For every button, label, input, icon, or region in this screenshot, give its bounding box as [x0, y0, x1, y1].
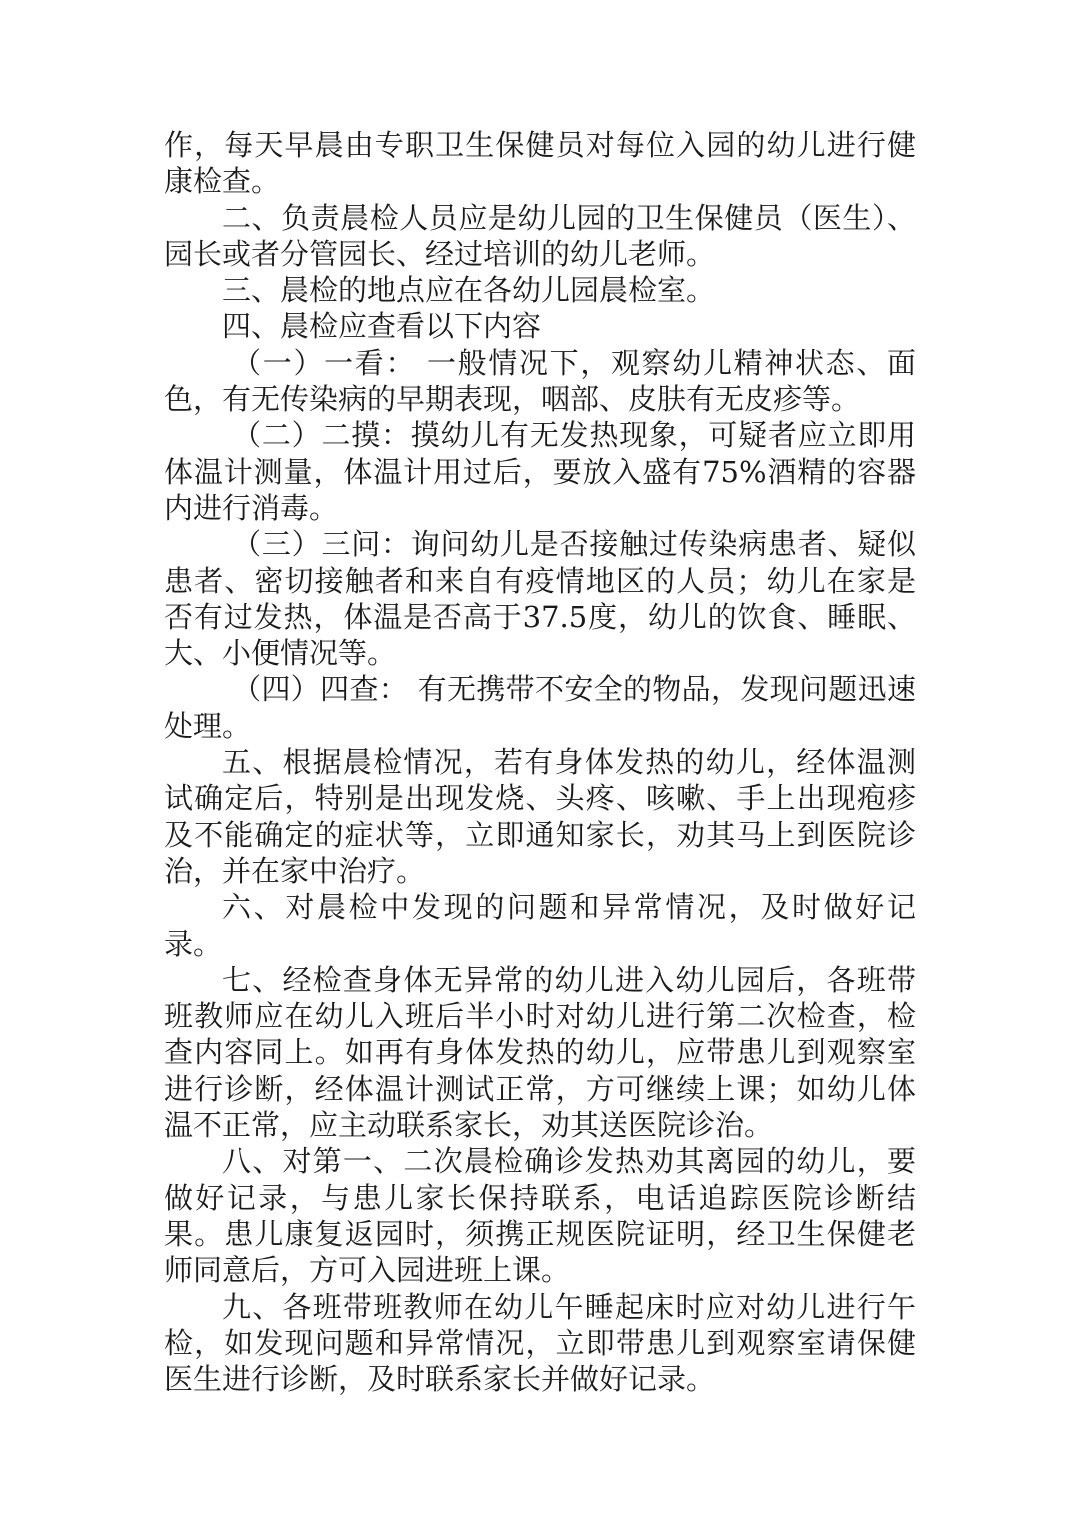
- paragraph-subitem-1: （一）一看： 一般情况下，观察幼儿精神状态、面色，有无传染病的早期表现，咽部、皮肤有无皮疹等。: [164, 345, 916, 417]
- paragraph-item-9: 九、各班带班教师在幼儿午睡起床时应对幼儿进行午检，如发现问题和异常情况，立即带患儿到观察室请保健医生进行诊断，及时联系家长并做好记录。: [164, 1289, 916, 1397]
- paragraph-item-5: 五、根据晨检情况，若有身体发热的幼儿，经体温测试确定后，特别是出现发烧、头疼、咳嗽、手上出现疱疹及不能确定的症状等，立即通知家长，劝其马上到医院诊治，并在家中治疗。: [164, 745, 916, 888]
- paragraph-item-6: 六、对晨检中发现的问题和异常情况，及时做好记录。: [164, 890, 916, 961]
- document-page: [164, 127, 916, 1397]
- paragraph-subitem-3: （三）三问：询问幼儿是否接触过传染病患者、疑似患者、密切接触者和来自有疫情地区的人员；幼儿在家是否有过发热，体温是否高于37.5度，幼儿的饮食、睡眠、大、小便情况等。: [164, 527, 916, 671]
- paragraph-item-8: 八、对第一、二次晨检确诊发热劝其离园的幼儿，要做好记录，与患儿家长保持联系，电话追踪医院诊断结果。患儿康复返园时，须携正规医院证明，经卫生保健老师同意后，方可入园进班上课。: [164, 1144, 916, 1288]
- paragraph-subitem-2: （二）二摸：摸幼儿有无发热现象，可疑者应立即用体温计测量，体温计用过后，要放入盛有75%酒精的容器内进行消毒。: [164, 418, 916, 525]
- paragraph-item-4: 四、晨检应查看以下内容: [222, 309, 542, 344]
- paragraph-item-7: 七、经检查身体无异常的幼儿进入幼儿园后，各班带班教师应在幼儿入班后半小时对幼儿进行第二次检查，检查内容同上。如再有身体发热的幼儿，应带患儿到观察室进行诊断，经体温计测试正常，方可继续上课；如幼儿体温不正常，应主动联系家长，劝其送医院诊治。: [164, 962, 916, 1143]
- paragraph-continuation: 作，每天早晨由专职卫生保健员对每位入园的幼儿进行健康检查。: [164, 128, 916, 199]
- paragraph-subitem-4: （四）四查： 有无携带不安全的物品，发现问题迅速处理。: [164, 672, 916, 743]
- paragraph-item-3: 三、晨检的地点应在各幼儿园晨检室。: [222, 273, 716, 308]
- paragraph-item-2: 二、负责晨检人员应是幼儿园的卫生保健员（医生）、园长或者分管园长、经过培训的幼儿老师。: [164, 200, 916, 271]
